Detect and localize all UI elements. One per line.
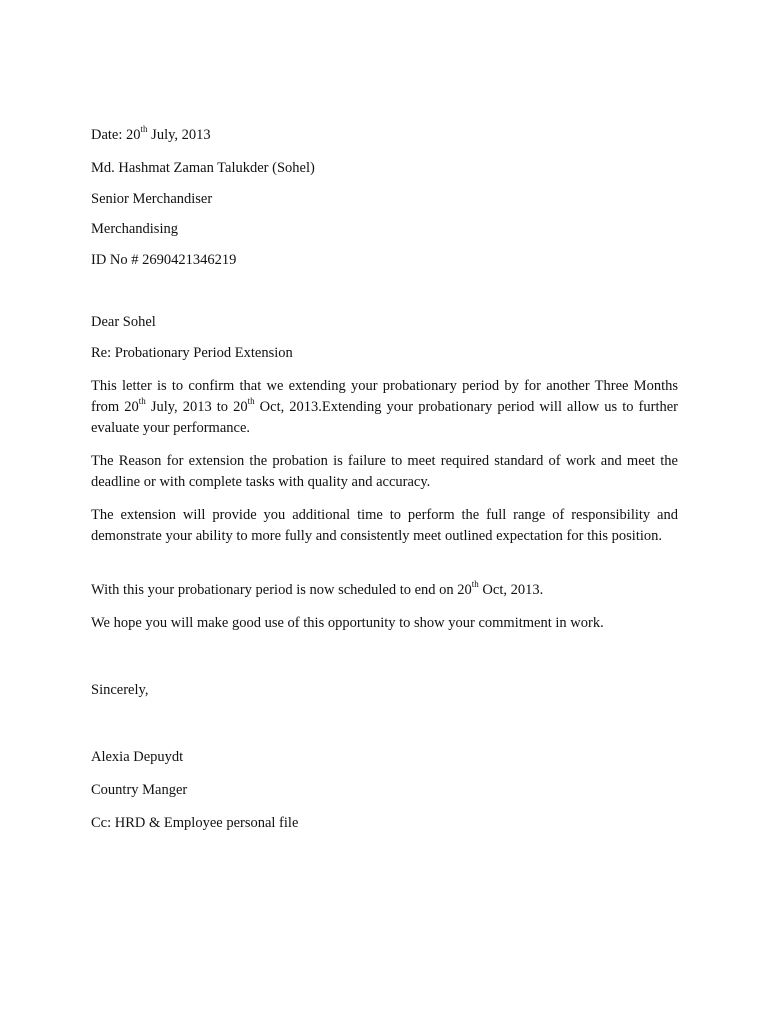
paragraph-end-date: [91, 580, 543, 601]
paragraph4-part1: With this your probationary period is now scheduled to end on 20: [91, 582, 472, 598]
recipient-title: Senior Merchandiser: [91, 191, 213, 207]
paragraph-hope: We hope you will make good use of this opportunity to show your commitment in work.: [91, 615, 604, 631]
signer-name: Alexia Depuydt: [91, 749, 184, 765]
date-suffix: July, 2013: [147, 127, 211, 143]
salutation: Dear Sohel: [91, 314, 156, 330]
signer-title: Country Manger: [91, 782, 188, 798]
paragraph-reason: The Reason for extension the probation is failure to meet required standard of work and meet the deadline or with complete tasks with quality and accuracy.: [91, 453, 678, 490]
subject-line: Re: Probationary Period Extension: [91, 345, 293, 361]
recipient-id: ID No # 2690421346219: [91, 252, 237, 268]
paragraph4-part2: Oct, 2013.: [478, 582, 544, 598]
paragraph1-ordinal-1: th: [138, 396, 146, 407]
recipient-name: Md. Hashmat Zaman Talukder (Sohel): [91, 160, 315, 176]
cc-line: Cc: HRD & Employee personal file: [91, 815, 299, 831]
paragraph-confirmation: [91, 376, 678, 439]
recipient-department: Merchandising: [91, 221, 178, 237]
paragraph4-ordinal: th: [471, 579, 479, 590]
date-prefix: Date: 20: [91, 127, 141, 143]
paragraph1-part2: July, 2013 to 20: [145, 399, 248, 415]
paragraph1-part1: This letter is to confirm that we extending your probationary period by for another Three Months from 20: [91, 378, 678, 415]
date-line: [91, 125, 211, 146]
paragraph1-part3: Oct, 2013.Extending your probationary period will allow us to further evaluate your performance.: [91, 399, 679, 436]
date-ordinal: th: [140, 124, 148, 135]
closing: Sincerely,: [91, 682, 149, 698]
paragraph1-ordinal-2: th: [247, 396, 255, 407]
paragraph-extension: The extension will provide you additional time to perform the full range of responsibility and demonstrate your ability to more fully and consistently meet outlined expectation for this position.: [91, 507, 678, 544]
